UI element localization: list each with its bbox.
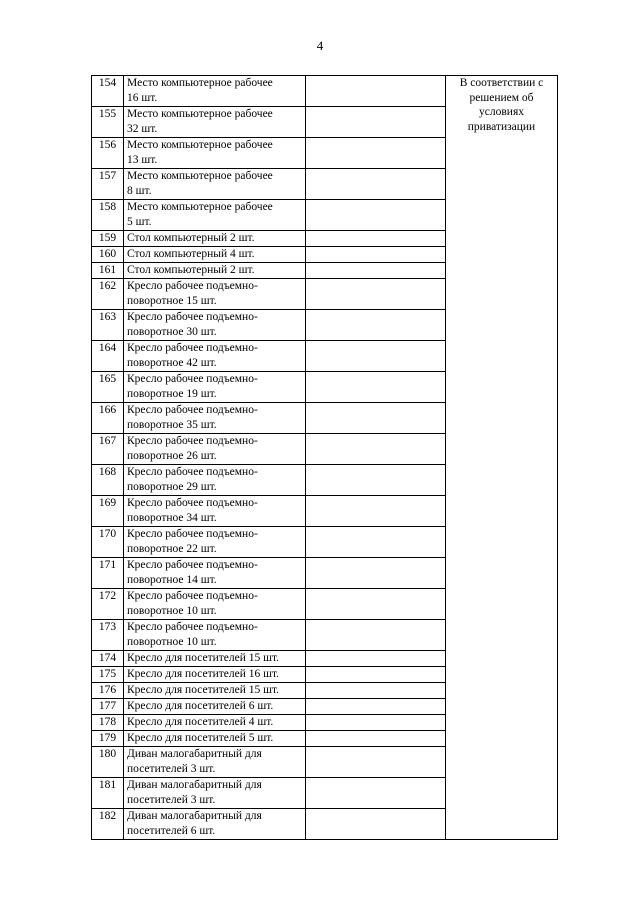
empty-cell — [306, 731, 446, 747]
item-name: Кресло для посетителей 16 шт. — [124, 667, 306, 683]
empty-cell — [306, 651, 446, 667]
empty-cell — [306, 809, 446, 840]
item-name: Стол компьютерный 2 шт. — [124, 231, 306, 247]
empty-cell — [306, 107, 446, 138]
row-number: 168 — [92, 465, 124, 496]
row-number: 173 — [92, 620, 124, 651]
row-number: 178 — [92, 715, 124, 731]
item-name: Место компьютерное рабочее 32 шт. — [124, 107, 306, 138]
empty-cell — [306, 263, 446, 279]
item-name: Кресло рабочее подъемно- поворотное 34 шт. — [124, 496, 306, 527]
empty-cell — [306, 496, 446, 527]
item-name: Место компьютерное рабочее 16 шт. — [124, 76, 306, 107]
row-number: 169 — [92, 496, 124, 527]
empty-cell — [306, 231, 446, 247]
empty-cell — [306, 747, 446, 778]
privatization-note: В соответствии с решением об условиях приватизации — [446, 76, 558, 840]
row-number: 157 — [92, 169, 124, 200]
row-number: 158 — [92, 200, 124, 231]
item-name: Кресло рабочее подъемно- поворотное 26 шт. — [124, 434, 306, 465]
empty-cell — [306, 169, 446, 200]
item-name: Диван малогабаритный для посетителей 3 шт. — [124, 778, 306, 809]
row-number: 174 — [92, 651, 124, 667]
empty-cell — [306, 310, 446, 341]
item-name: Кресло рабочее подъемно- поворотное 15 шт. — [124, 279, 306, 310]
row-number: 177 — [92, 699, 124, 715]
empty-cell — [306, 620, 446, 651]
empty-cell — [306, 341, 446, 372]
item-name: Диван малогабаритный для посетителей 6 шт. — [124, 809, 306, 840]
row-number: 155 — [92, 107, 124, 138]
item-name: Кресло для посетителей 15 шт. — [124, 651, 306, 667]
empty-cell — [306, 589, 446, 620]
item-name: Кресло для посетителей 15 шт. — [124, 683, 306, 699]
item-name: Кресло для посетителей 5 шт. — [124, 731, 306, 747]
row-number: 156 — [92, 138, 124, 169]
row-number: 176 — [92, 683, 124, 699]
empty-cell — [306, 372, 446, 403]
item-name: Кресло для посетителей 6 шт. — [124, 699, 306, 715]
item-name: Кресло рабочее подъемно- поворотное 29 шт. — [124, 465, 306, 496]
row-number: 162 — [92, 279, 124, 310]
row-number: 172 — [92, 589, 124, 620]
item-name: Кресло рабочее подъемно- поворотное 42 шт. — [124, 341, 306, 372]
row-number: 161 — [92, 263, 124, 279]
empty-cell — [306, 558, 446, 589]
row-number: 180 — [92, 747, 124, 778]
item-name: Кресло для посетителей 4 шт. — [124, 715, 306, 731]
item-name: Кресло рабочее подъемно- поворотное 10 шт. — [124, 620, 306, 651]
row-number: 175 — [92, 667, 124, 683]
page-number: 4 — [316, 38, 324, 53]
item-name: Место компьютерное рабочее 13 шт. — [124, 138, 306, 169]
item-name: Место компьютерное рабочее 5 шт. — [124, 200, 306, 231]
item-name: Стол компьютерный 2 шт. — [124, 263, 306, 279]
item-name: Кресло рабочее подъемно- поворотное 30 шт. — [124, 310, 306, 341]
row-number: 154 — [92, 76, 124, 107]
empty-cell — [306, 465, 446, 496]
empty-cell — [306, 527, 446, 558]
row-number: 163 — [92, 310, 124, 341]
item-name: Кресло рабочее подъемно- поворотное 22 шт. — [124, 527, 306, 558]
empty-cell — [306, 279, 446, 310]
row-number: 159 — [92, 231, 124, 247]
empty-cell — [306, 200, 446, 231]
table-row — [92, 76, 558, 107]
row-number: 182 — [92, 809, 124, 840]
property-table — [91, 75, 558, 840]
row-number: 167 — [92, 434, 124, 465]
row-number: 165 — [92, 372, 124, 403]
item-name: Стол компьютерный 4 шт. — [124, 247, 306, 263]
empty-cell — [306, 247, 446, 263]
row-number: 181 — [92, 778, 124, 809]
item-name: Место компьютерное рабочее 8 шт. — [124, 169, 306, 200]
row-number: 164 — [92, 341, 124, 372]
item-name: Диван малогабаритный для посетителей 3 шт. — [124, 747, 306, 778]
item-name: Кресло рабочее подъемно- поворотное 14 шт. — [124, 558, 306, 589]
empty-cell — [306, 715, 446, 731]
empty-cell — [306, 434, 446, 465]
empty-cell — [306, 683, 446, 699]
row-number: 170 — [92, 527, 124, 558]
row-number: 171 — [92, 558, 124, 589]
empty-cell — [306, 138, 446, 169]
empty-cell — [306, 778, 446, 809]
empty-cell — [306, 667, 446, 683]
empty-cell — [306, 403, 446, 434]
row-number: 166 — [92, 403, 124, 434]
row-number: 179 — [92, 731, 124, 747]
item-name: Кресло рабочее подъемно- поворотное 19 шт. — [124, 372, 306, 403]
item-name: Кресло рабочее подъемно- поворотное 35 шт. — [124, 403, 306, 434]
empty-cell — [306, 699, 446, 715]
empty-cell — [306, 76, 446, 107]
row-number: 160 — [92, 247, 124, 263]
item-name: Кресло рабочее подъемно- поворотное 10 шт. — [124, 589, 306, 620]
